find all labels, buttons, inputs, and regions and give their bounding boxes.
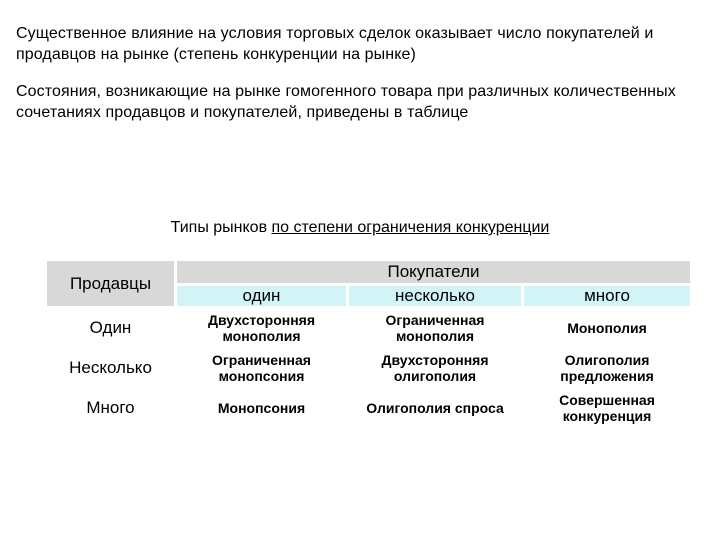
buyers-col-many: много — [523, 285, 692, 308]
seller-label: Много — [46, 388, 176, 428]
table-row — [46, 308, 692, 348]
market-cell: Олигополия спроса — [348, 388, 523, 428]
market-types-table — [44, 258, 693, 429]
market-cell: Монопсония — [176, 388, 348, 428]
caption-underlined: по степени ограничения конкуренции — [271, 219, 550, 236]
table-row — [46, 388, 692, 428]
table-row — [46, 348, 692, 388]
buyers-col-several: несколько — [348, 285, 523, 308]
buyers-header: Покупатели — [176, 260, 692, 285]
market-cell: Двухсторонняя олигополия — [348, 348, 523, 388]
buyers-col-one: один — [176, 285, 348, 308]
market-cell: Олигополия предложения — [523, 348, 692, 388]
sellers-header: Продавцы — [46, 260, 176, 308]
intro-paragraph-2: Состояния, возникающие на рынке гомогенного товара при различных количественных сочетаниях продавцов и покупателей, приведены в таблице — [16, 83, 676, 121]
table-caption — [0, 218, 720, 238]
caption-prefix: Типы рынков — [170, 219, 272, 236]
seller-label: Несколько — [46, 348, 176, 388]
market-cell: Двухсторонняя монополия — [176, 308, 348, 348]
market-cell: Совершенная конкуренция — [523, 388, 692, 428]
market-cell: Ограниченная монополия — [348, 308, 523, 348]
market-cell: Ограниченная монопсония — [176, 348, 348, 388]
intro-paragraph-1: Существенное влияние на условия торговых сделок оказывает число покупателей и продавцов на рынке (степень конкуренции на рынке) — [16, 25, 654, 63]
seller-label: Один — [46, 308, 176, 348]
market-cell: Монополия — [523, 308, 692, 348]
